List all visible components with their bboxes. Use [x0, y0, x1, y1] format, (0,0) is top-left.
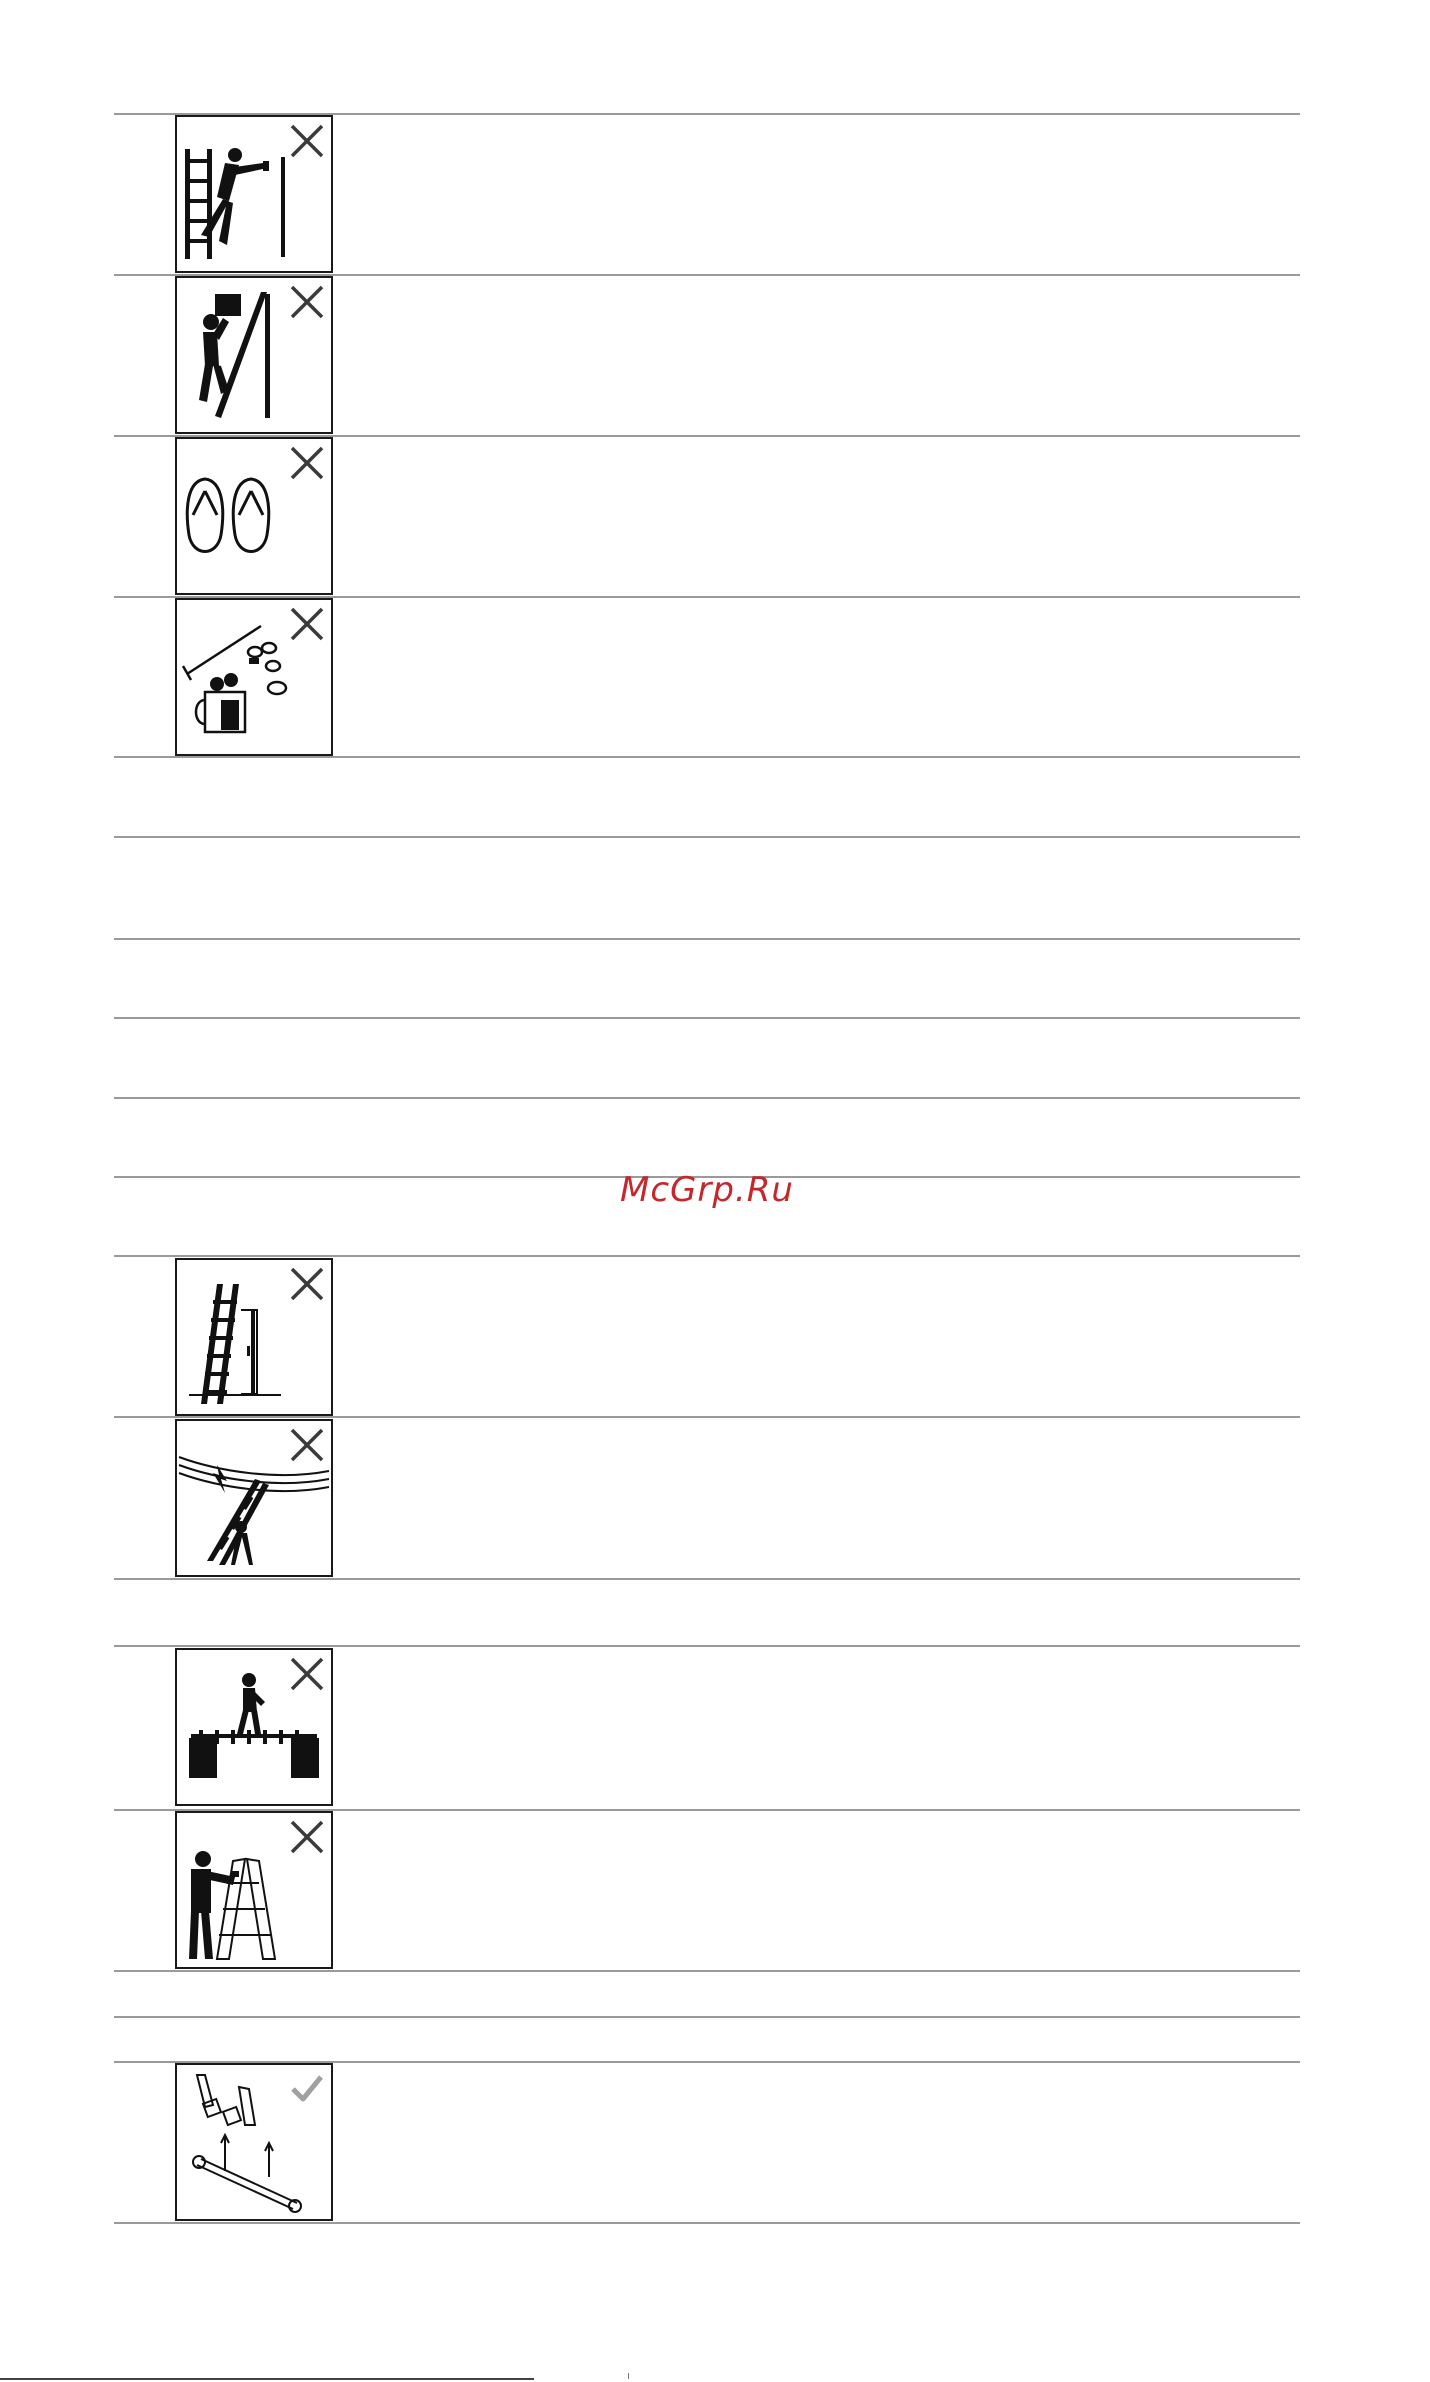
table-rule [114, 1970, 1300, 1972]
pictogram-carrying-load-on-ladder [175, 276, 333, 434]
cross-icon [289, 1427, 325, 1463]
pictogram-ladder-before-door [175, 1258, 333, 1416]
cross-icon [289, 123, 325, 159]
watermark: McGrp.Ru [620, 1170, 794, 1210]
cross-icon [289, 284, 325, 320]
pictogram-mount-feet-correctly [175, 2063, 333, 2221]
pictogram-ladder-as-bridge [175, 1648, 333, 1806]
table-rule [114, 1416, 1300, 1418]
cross-icon [289, 1266, 325, 1302]
cross-icon [289, 1656, 325, 1692]
cross-icon [289, 1819, 325, 1855]
table-rule [114, 756, 1300, 758]
pictogram-ladder-over-reach [175, 115, 333, 273]
cross-icon [289, 606, 325, 642]
pictogram-alcohol-drugs [175, 598, 333, 756]
table-rule [114, 2016, 1300, 2018]
cross-icon [289, 445, 325, 481]
pictogram-side-loading-ladder [175, 1811, 333, 1969]
pictogram-ladder-near-power-lines [175, 1419, 333, 1577]
table-rule [114, 938, 1300, 940]
table-rule [114, 1578, 1300, 1580]
pictogram-flip-flops [175, 437, 333, 595]
table-rule [114, 1097, 1300, 1099]
table-rule [114, 1017, 1300, 1019]
table-rule [114, 2222, 1300, 2224]
check-icon [289, 2071, 325, 2107]
table-rule [114, 836, 1300, 838]
table-rule [114, 1255, 1300, 1257]
footer-rule [0, 2378, 534, 2380]
footer-mark [628, 2373, 635, 2379]
table-rule [114, 1645, 1300, 1647]
